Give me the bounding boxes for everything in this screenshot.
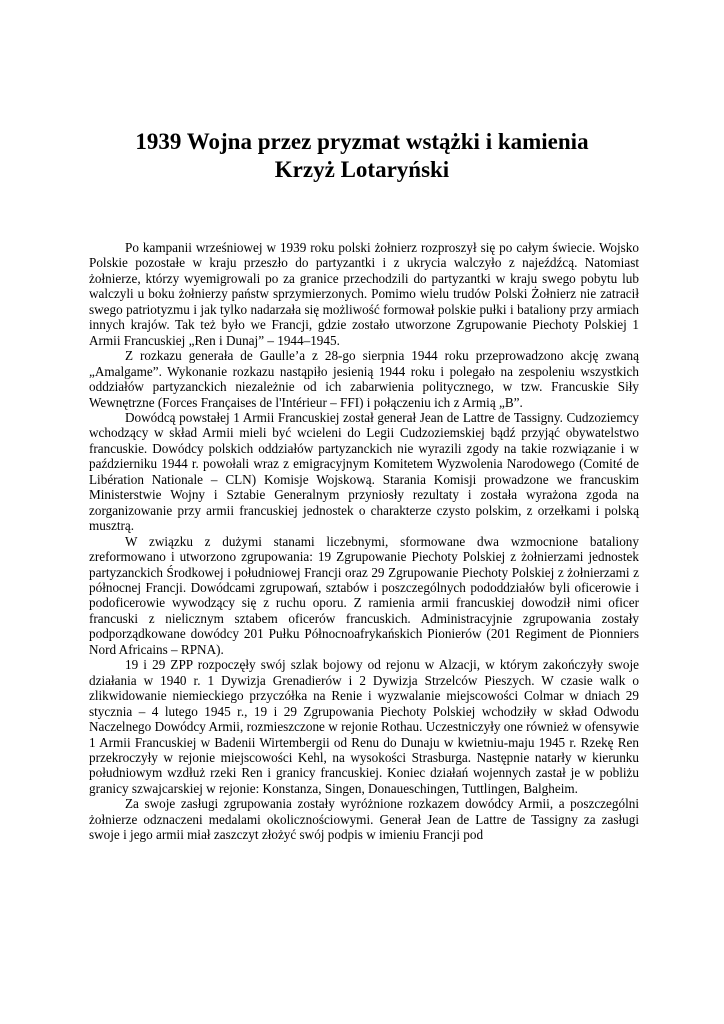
paragraph-6: Za swoje zasługi zgrupowania zostały wyróżnione rozkazem dowódcy Armii, a poszczególni żołnierze odznaczeni medalami okolicznościowymi. Generał Jean de Lattre de Tassigny za zasługi swoje i jego armii miał zaszczyt złożyć swój podpis w imieniu Francji pod xyxy=(89,796,639,843)
page-title xyxy=(90,128,634,184)
paragraph-2: Z rozkazu generała de Gaulle’a z 28-go sierpnia 1944 roku przeprowadzono akcję zwaną „Amalgame”. Wykonanie rozkazu nastąpiło jesienią 1944 roku i polegało na zespoleniu wszystkich oddziałów partyzanckich niezależnie od ich zabarwienia politycznego, w tzw. Francuskie Siły Wewnętrzne (Forces Françaises de l'Intérieur – FFI) i połączeniu ich z Armią „B”. xyxy=(89,348,639,410)
paragraph-5: 19 i 29 ZPP rozpoczęły swój szlak bojowy od rejonu w Alzacji, w którym zakończyły swoje działania w 1940 r. 1 Dywizja Grenadierów i 2 Dywizja Strzelców Pieszych. W czasie walk o zlikwidowanie niemieckiego przyczółka na Renie i wyzwalanie miejscowości Colmar w dniach 29 stycznia – 4 lutego 1945 r., 19 i 29 Zgrupowania Piechoty Polskiej wchodziły w skład Odwodu Naczelnego Dowódcy Armii, rozmieszczone w rejonie Rothau. Uczestniczyły one również w ofensywie 1 Armii Francuskiej w Badenii Wirtembergii od Renu do Dunaju w kwietniu-maju 1945 r. Rzekę Ren przekroczyły w rejonie miejscowości Kehl, na wysokości Strasburga. Następnie natarły w kierunku południowym wzdłuż rzeki Ren i granicy francuskiej. Koniec działań wojennych zastał je w pobliżu granicy szwajcarskiej w rejonie: Konstanza, Singen, Donaueschingen, Tuttlingen, Balgheim. xyxy=(89,657,639,796)
document-body xyxy=(89,240,639,843)
paragraph-1: Po kampanii wrześniowej w 1939 roku polski żołnierz rozproszył się po całym świecie. Wojsko Polskie pozostałe w kraju przeszło do partyzantki i z ukrycia walczyło z najeźdźcą. Natomiast żołnierze, którzy wyemigrowali po za granice przechodzili do partyzantki w kraju swego pobytu lub walczyli u boku żołnierzy państw sprzymierzonych. Pomimo wielu trudów Polski Żołnierz nie zatracił swego patriotyzmu i jak tylko nadarzała się możliwość formował polskie pułki i bataliony przy armiach innych krajów. Tak też było we Francji, gdzie zostało utworzone Zgrupowanie Piechoty Polskiej 1 Armii Francuskiej „Ren i Dunaj” – 1944–1945. xyxy=(89,240,639,348)
title-line-2: Krzyż Lotaryński xyxy=(274,157,450,182)
paragraph-4: W związku z dużymi stanami liczebnymi, sformowane dwa wzmocnione bataliony zreformowano i utworzono zgrupowania: 19 Zgrupowanie Piechoty Polskiej z żołnierzami jednostek partyzanckich Środkowej i południowej Francji oraz 29 Zgrupowanie Piechoty Polskiej z żołnierzami z północnej Francji. Dowódcami zgrupowań, sztabów i poszczególnych pododdziałów byli oficerowie i podoficerowie wywodzący się z ruchu oporu. Z ramienia armii francuskiej dowodził nimi oficer francuski z nielicznym sztabem oficerów francuskich. Administracyjnie zgrupowania zostały podporządkowane dowódcy 201 Pułku Północnoafrykańskich Pionierów (201 Regiment de Pionniers Nord Africains – RPNA). xyxy=(89,533,639,657)
paragraph-3: Dowódcą powstałej 1 Armii Francuskiej został generał Jean de Lattre de Tassigny. Cudzoziemcy wchodzący w skład Armii mieli być wcieleni do Legii Cudzoziemskiej bądź przyjąć obywatelstwo francuskie. Dowódcy polskich oddziałów partyzanckich nie wyrazili zgody na takie rozwiązanie i w październiku 1944 r. powołali wraz z emigracyjnym Komitetem Wyzwolenia Narodowego (Comité de Libération Nationale – CLN) Komisje Wojskową. Starania Komisji prowadzone we francuskim Ministerstwie Wojny i Sztabie Generalnym przyniosły rezultaty i została wyrażona zgoda na zorganizowanie przy armii francuskiej jednostek o charakterze czysto polskim, z orzełkami i polską musztrą. xyxy=(89,409,639,534)
title-line-1: 1939 Wojna przez pryzmat wstążki i kamienia xyxy=(135,129,589,154)
